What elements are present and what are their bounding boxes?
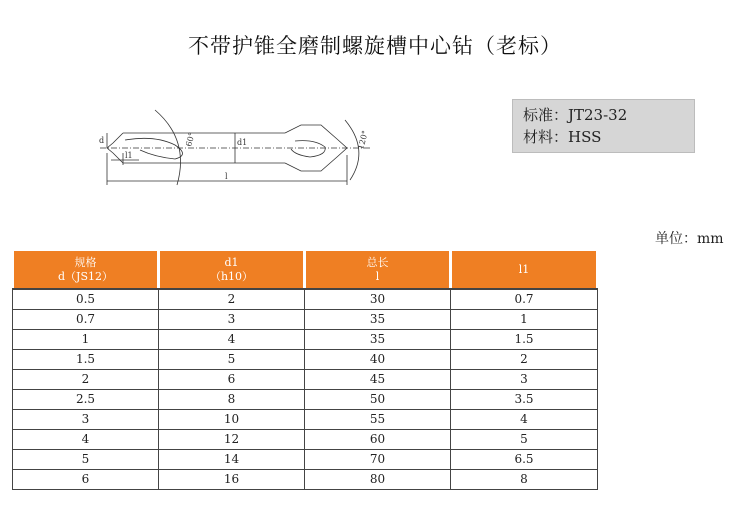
cell: 5 bbox=[159, 350, 305, 370]
table-row bbox=[13, 470, 598, 490]
table-header-row bbox=[13, 251, 598, 290]
cell: 2 bbox=[13, 370, 159, 390]
cell: 1.5 bbox=[451, 330, 598, 350]
cell: 50 bbox=[305, 390, 451, 410]
header-size: 规格 d（JS12） bbox=[13, 251, 159, 290]
cell: 35 bbox=[305, 330, 451, 350]
cell: 45 bbox=[305, 370, 451, 390]
cell: 4 bbox=[13, 430, 159, 450]
spec-table bbox=[12, 250, 598, 490]
cell: 16 bbox=[159, 470, 305, 490]
table-row bbox=[13, 410, 598, 430]
label-l1: l1 bbox=[125, 151, 133, 160]
page-title: 不带护锥全磨制螺旋槽中心钻（老标） bbox=[188, 34, 562, 58]
cell: 3 bbox=[13, 410, 159, 430]
cell: 3 bbox=[451, 370, 598, 390]
label-angle-60: 60° bbox=[184, 131, 197, 148]
label-angle-120: 120° bbox=[356, 129, 370, 151]
standard-text: 标准：JT23-32 bbox=[523, 106, 628, 124]
cell: 1.5 bbox=[13, 350, 159, 370]
cell: 80 bbox=[305, 470, 451, 490]
cell: 60 bbox=[305, 430, 451, 450]
table-row bbox=[13, 350, 598, 370]
cell: 10 bbox=[159, 410, 305, 430]
cell: 1 bbox=[13, 330, 159, 350]
label-l: l bbox=[225, 172, 228, 181]
cell: 6 bbox=[13, 470, 159, 490]
cell: 4 bbox=[159, 330, 305, 350]
cell: 0.5 bbox=[13, 289, 159, 310]
cell: 55 bbox=[305, 410, 451, 430]
cell: 1 bbox=[451, 310, 598, 330]
cell: 0.7 bbox=[451, 289, 598, 310]
cell: 2 bbox=[159, 289, 305, 310]
cell: 14 bbox=[159, 450, 305, 470]
unit-label: 单位：mm bbox=[655, 231, 724, 247]
cell: 3.5 bbox=[451, 390, 598, 410]
cell: 2 bbox=[451, 350, 598, 370]
header-l1: l1 bbox=[451, 251, 598, 290]
cell: 40 bbox=[305, 350, 451, 370]
cell: 8 bbox=[159, 390, 305, 410]
cell: 35 bbox=[305, 310, 451, 330]
table-row bbox=[13, 330, 598, 350]
cell: 5 bbox=[13, 450, 159, 470]
header-length: 总长 l bbox=[305, 251, 451, 290]
table-row bbox=[13, 310, 598, 330]
label-d1: d1 bbox=[237, 138, 248, 147]
label-d: d bbox=[99, 136, 105, 145]
cell: 6 bbox=[159, 370, 305, 390]
cell: 30 bbox=[305, 289, 451, 310]
cell: 4 bbox=[451, 410, 598, 430]
header-d1: d1 （h10） bbox=[159, 251, 305, 290]
cell: 5 bbox=[451, 430, 598, 450]
cell: 8 bbox=[451, 470, 598, 490]
cell: 12 bbox=[159, 430, 305, 450]
spec-box bbox=[512, 99, 695, 153]
table-row bbox=[13, 430, 598, 450]
table-row bbox=[13, 289, 598, 310]
table-row bbox=[13, 370, 598, 390]
cell: 3 bbox=[159, 310, 305, 330]
table-body bbox=[13, 289, 598, 490]
cell: 70 bbox=[305, 450, 451, 470]
cell: 2.5 bbox=[13, 390, 159, 410]
center-drill-drawing bbox=[95, 95, 385, 190]
material-text: 材料：HSS bbox=[523, 128, 602, 146]
table-row bbox=[13, 450, 598, 470]
table-row bbox=[13, 390, 598, 410]
cell: 0.7 bbox=[13, 310, 159, 330]
cell: 6.5 bbox=[451, 450, 598, 470]
